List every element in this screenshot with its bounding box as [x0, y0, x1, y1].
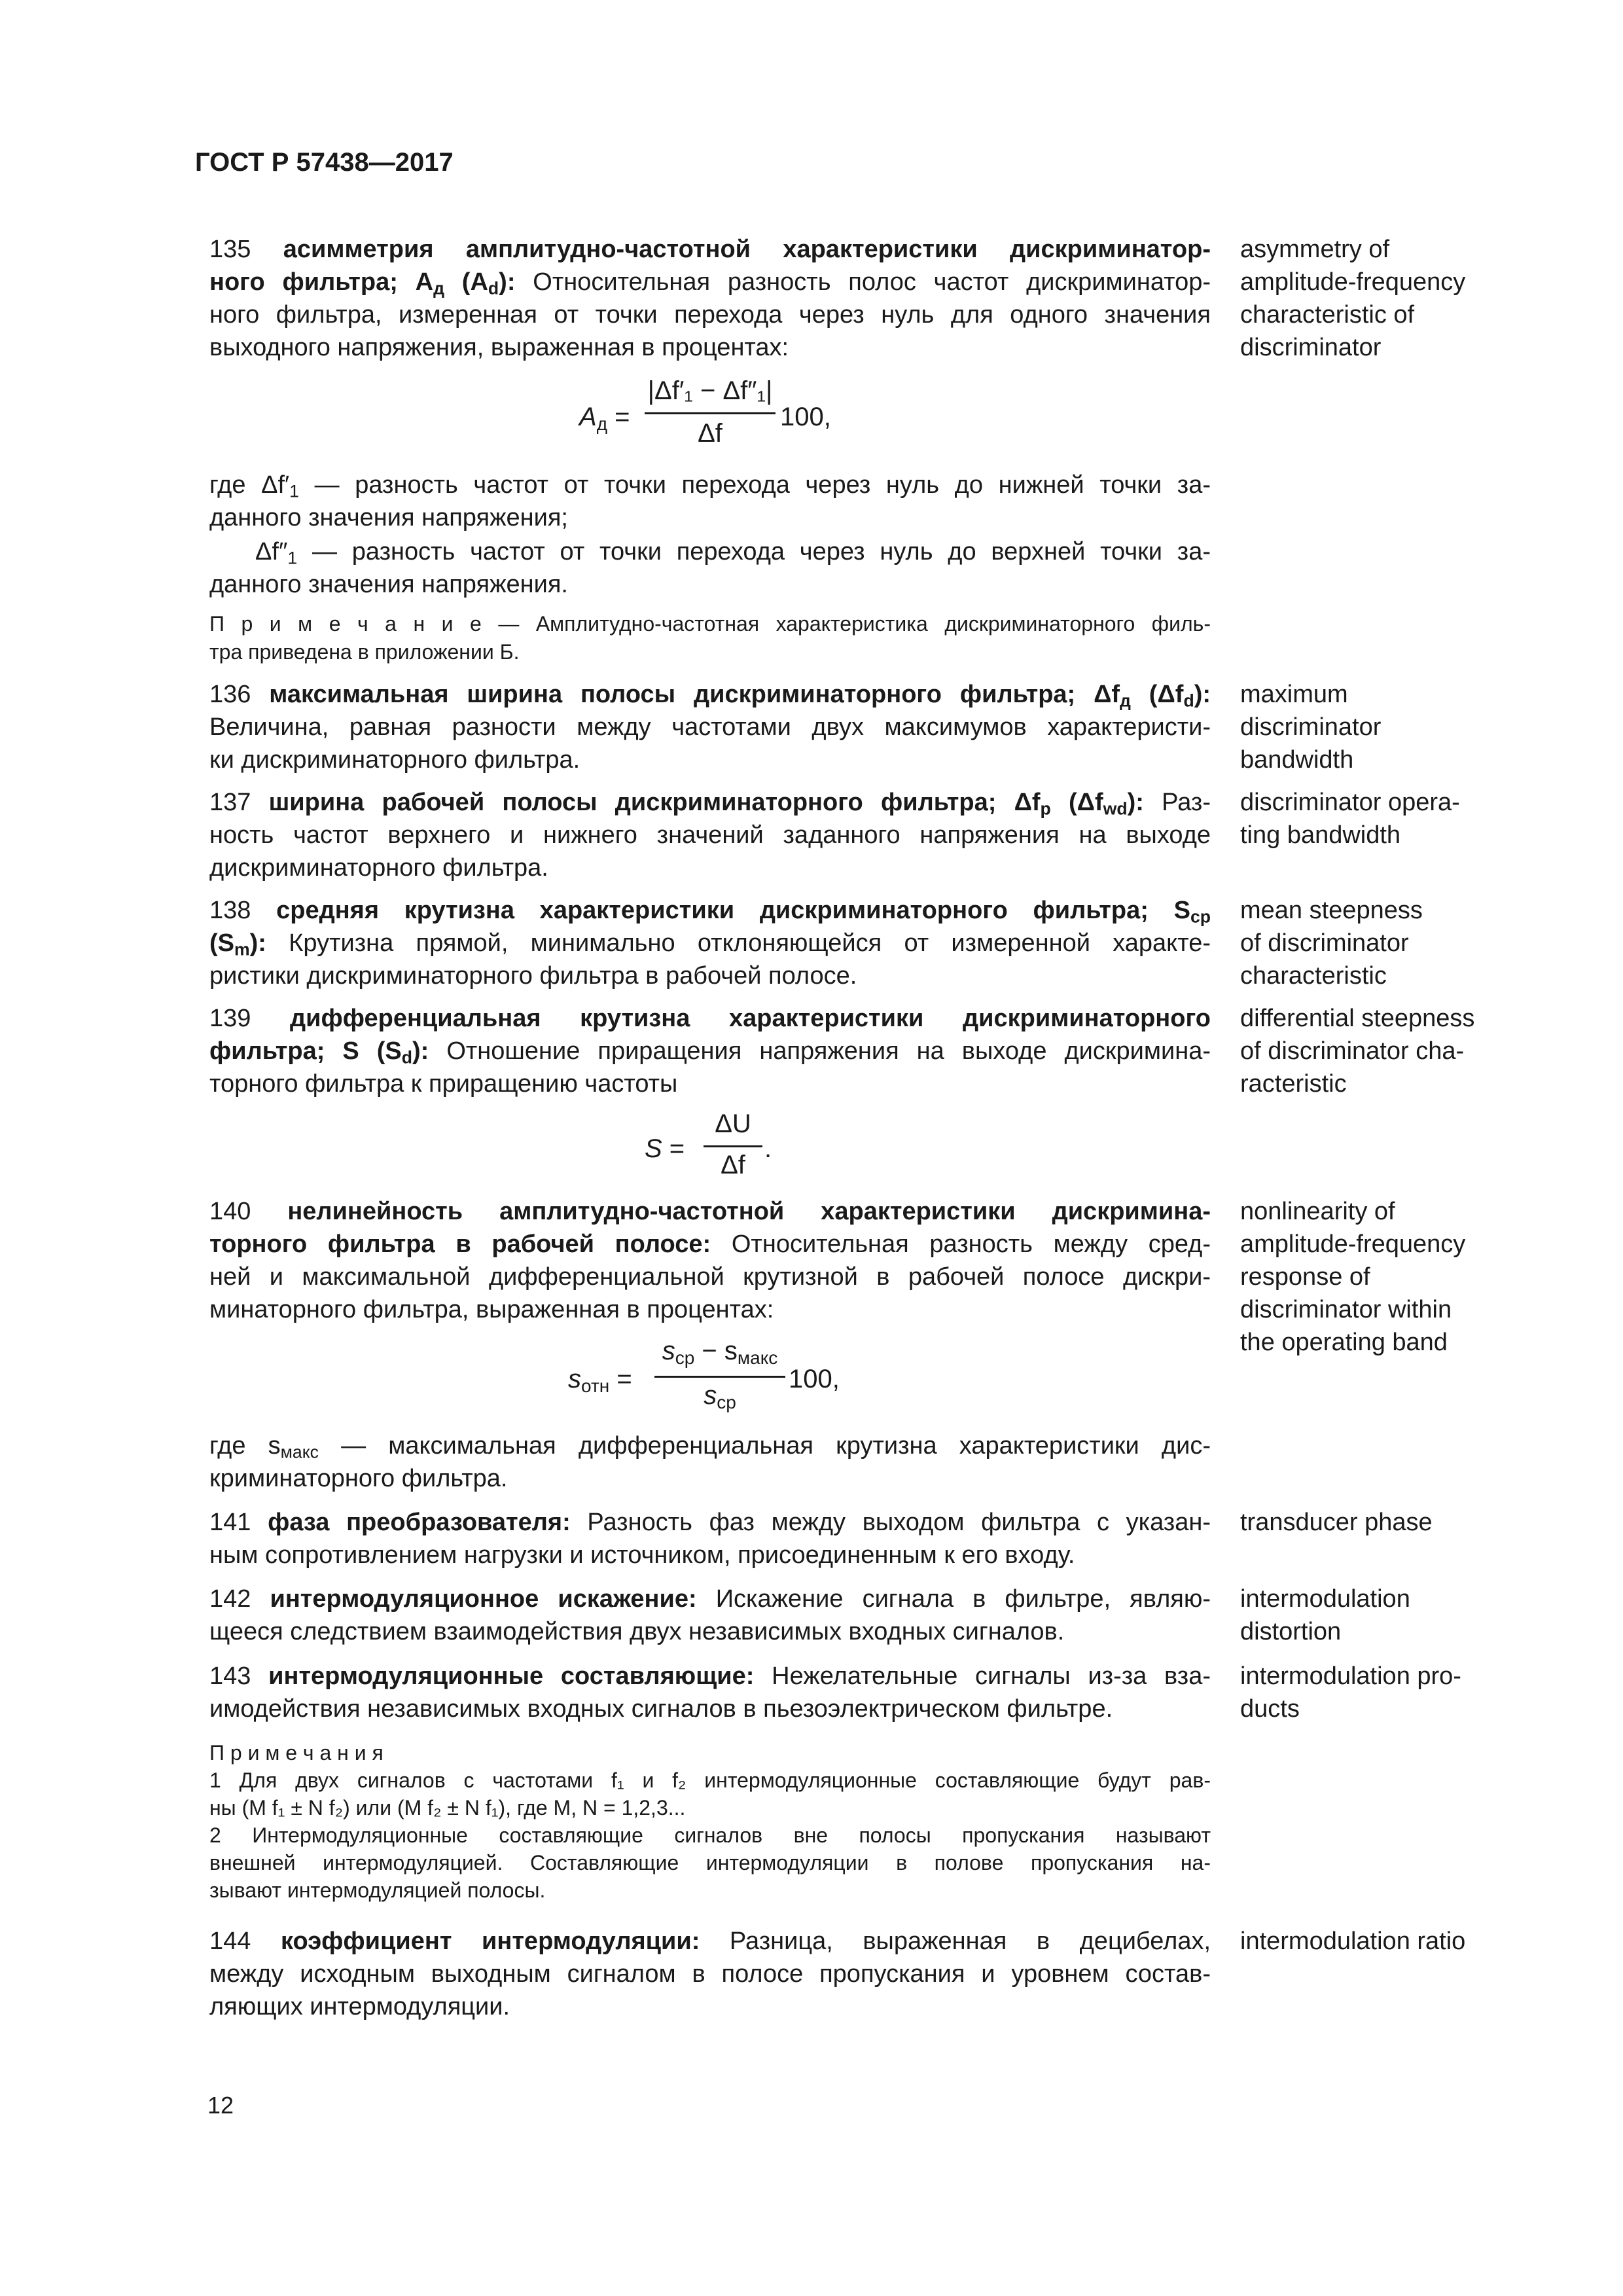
term-138-en-2: of discriminator — [1240, 929, 1409, 957]
term-142-en-1: intermodulation — [1240, 1585, 1410, 1613]
term-139-line-2: фильтра; S $(S_d)$: Отношение приращения напряжения на выходе дискримина- — [209, 1037, 1211, 1067]
term-141-line-2: ным сопротивлением нагрузки и источником, присоединенным к его входу. — [209, 1541, 1075, 1569]
term-142-en-2: distortion — [1240, 1618, 1342, 1645]
term-140-line-3: ней и максимальной дифференциальной крутизной в рабочей полосе дискри- — [209, 1263, 1211, 1291]
term-138-line-1: 138 средняя крутизна характеристики дискриминаторного фильтра; $S_{ср}$ — [209, 897, 1211, 927]
term-144-line-2: между исходным выходным сигналом в полосе пропускания и уровнем состав- — [209, 1960, 1211, 1988]
term-138-line-3: ристики дискриминаторного фильтра в рабочей полосе. — [209, 962, 857, 990]
formula-139-tail: . — [764, 1134, 772, 1163]
term-140-en-5: the operating band — [1240, 1329, 1448, 1356]
formula-135-denominator: Δf — [698, 419, 722, 448]
term-139-line-1: 139 дифференциальная крутизна характеристики дискриминаторного — [209, 1005, 1211, 1032]
formula-135-numerator: |Δf′₁ − Δf″₁| — [647, 376, 773, 405]
term-140-line-1: 140 нелинейность амплитудно-частотной характеристики дискримина- — [209, 1198, 1211, 1225]
term-135-en-4: discriminator — [1240, 334, 1382, 361]
term-135-where-2: $\Delta f''_1$ — разность частот от точки перехода через нуль до верхней точки за- — [255, 538, 1211, 568]
term-136-line-1: 136 максимальная ширина полосы дискриминаторного фильтра; $\Delta f_д$ $(\Delta f_d)$: — [209, 681, 1211, 711]
formula-139-numerator: ΔU — [715, 1109, 751, 1138]
term-139-line-3: торного фильтра к приращению частоты — [209, 1070, 678, 1098]
term-142-line-2: щееся следствием взаимодействия двух независимых входных сигналов. — [209, 1618, 1065, 1645]
term-137-en-1: discriminator opera- — [1240, 789, 1460, 816]
term-143-note-1: 1 Для двух сигналов с частотами f₁ и f₂ интермодуляционные составляющие будут рав- — [209, 1768, 1211, 1792]
term-138-en-1: mean steepness — [1240, 897, 1423, 924]
term-136-line-3: ки дискриминаторного фильтра. — [209, 746, 580, 774]
term-137-line-2: ность частот верхнего и нижнего значений заданного напряжения на выходе — [209, 821, 1211, 849]
term-139-en-1: differential steepness — [1240, 1005, 1475, 1032]
term-135-where-2b: данного значения напряжения. — [209, 571, 568, 598]
term-140-line-4: минаторного фильтра, выраженная в процентах: — [209, 1296, 774, 1323]
formula-135-fraction-bar — [645, 412, 776, 414]
term-141-line-1: 141 фаза преобразователя: Разность фаз между выходом фильтра с указан- — [209, 1509, 1211, 1536]
term-143-note-2c: зывают интермодуляцией полосы. — [209, 1878, 546, 1902]
term-143-note-2b: внешней интермодуляцией. Составляющие интермодуляции в полове пропускания на- — [209, 1851, 1211, 1874]
term-135-line-4: выходного напряжения, выраженная в процентах: — [209, 334, 789, 361]
term-143-notes-label: П р и м е ч а н и я — [209, 1741, 383, 1765]
term-135-line-3: ного фильтра, измеренная от точки перехода через нуль для одного значения — [209, 301, 1211, 329]
term-143-line-1: 143 интермодуляционные составляющие: Нежелательные сигналы из-за вза- — [209, 1662, 1211, 1690]
term-136-en-1: maximum — [1240, 681, 1348, 708]
term-135-en-2: amplitude-frequency — [1240, 268, 1466, 296]
formula-139-denominator: Δf — [721, 1151, 745, 1179]
term-141-en-1: transducer phase — [1240, 1509, 1433, 1536]
formula-140-tail: 100, — [789, 1365, 840, 1393]
formula-135-tail: 100, — [780, 403, 831, 431]
term-135-en-3: characteristic of — [1240, 301, 1415, 329]
term-136-en-3: bandwidth — [1240, 746, 1354, 774]
term-144-en-1: intermodulation ratio — [1240, 1928, 1466, 1955]
term-144-line-3: ляющих интермодуляции. — [209, 1993, 510, 2020]
term-138-en-3: characteristic — [1240, 962, 1387, 990]
term-135-title: асимметрия амплитудно-частотной характеристики дискриминатор- — [283, 236, 1211, 263]
page-number: 12 — [207, 2092, 234, 2119]
term-135-en-1: asymmetry of — [1240, 236, 1390, 263]
formula-140-numerator: $s_{ср} - s_{макс}$ — [662, 1336, 778, 1368]
term-140-en-2: amplitude-frequency — [1240, 1230, 1466, 1258]
term-139-en-3: racteristic — [1240, 1070, 1347, 1098]
term-140-where: где $s_{макс}$ — максимальная дифференциальная крутизна характеристики дис- — [209, 1432, 1211, 1462]
term-143-note-2: 2 Интермодуляционные составляющие сигналов вне полосы пропускания называют — [209, 1823, 1211, 1847]
term-143-en-2: ducts — [1240, 1695, 1300, 1723]
term-135-where-1b: данного значения напряжения; — [209, 504, 568, 531]
term-136-en-2: discriminator — [1240, 713, 1382, 741]
term-137-line-1: 137 ширина рабочей полосы дискриминаторного фильтра; $\Delta f_р$ $(\Delta f_{wd})$: Раз- — [209, 789, 1211, 819]
term-135-line-2: ного фильтра; $А_д$ $(А_d)$: Относительная разность полос частот дискриминатор- — [209, 268, 1211, 298]
term-142-line-1: 142 интермодуляционное искажение: Искажение сигнала в фильтре, являю- — [209, 1585, 1211, 1613]
doc-header: ГОСТ Р 57438—2017 — [195, 148, 454, 177]
term-139-en-2: of discriminator cha- — [1240, 1037, 1465, 1065]
term-137-line-3: дискриминаторного фильтра. — [209, 854, 548, 882]
term-140-en-1: nonlinearity of — [1240, 1198, 1395, 1225]
term-143-line-2: имодействия независимых входных сигналов в пьезоэлектрическом фильтре. — [209, 1695, 1113, 1723]
term-140-where-2: криминаторного фильтра. — [209, 1465, 508, 1492]
term-143-note-1b: ны (M f₁ ± N f₂) или (M f₂ ± N f₁), где M, N = 1,2,3... — [209, 1796, 686, 1820]
term-140-en-3: response of — [1240, 1263, 1370, 1291]
term-136-line-2: Величина, равная разности между частотами двух максимумов характеристи- — [209, 713, 1211, 741]
term-138-line-2: $(S_m)$: Крутизна прямой, минимально отклоняющейся от измеренной характе- — [209, 929, 1211, 960]
term-140-en-4: discriminator within — [1240, 1296, 1452, 1323]
term-143-en-1: intermodulation pro- — [1240, 1662, 1461, 1690]
term-140-line-2: торного фильтра в рабочей полосе: Относительная разность между сред- — [209, 1230, 1211, 1258]
term-135-note: П р и м е ч а н и е — Амплитудно-частотная характеристика дискриминаторного филь- — [209, 612, 1211, 636]
term-137-en-2: ting bandwidth — [1240, 821, 1401, 849]
term-135-where-1: где $\Delta f'_1$ — разность частот от точки перехода через нуль до нижней точки за- — [209, 471, 1211, 501]
formula-140-fraction-bar — [654, 1376, 785, 1378]
term-135-note-2: тра приведена в приложении Б. — [209, 640, 520, 664]
formula-139-fraction-bar — [704, 1145, 762, 1147]
term-144-line-1: 144 коэффициент интермодуляции: Разница, выраженная в децибелах, — [209, 1928, 1211, 1955]
term-135-line-1: 135 асимметрия амплитудно-частотной характеристики дискриминатор- — [209, 236, 1211, 263]
formula-140-denominator: $s_{ср}$ — [704, 1381, 736, 1412]
